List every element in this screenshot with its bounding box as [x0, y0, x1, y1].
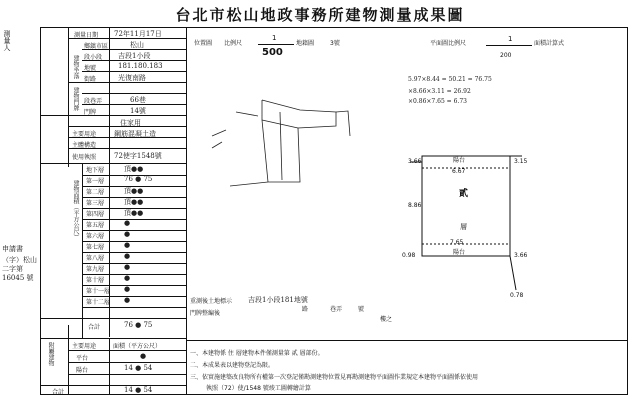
door-note-lane: 巷弄: [330, 306, 343, 313]
floor-plan-scale-label: 平面圖比例尺: [430, 40, 467, 47]
attached-use-2: 陽台: [76, 367, 89, 374]
dim-left-mid: 8.86: [408, 202, 422, 209]
floor-name: 第七層: [86, 244, 105, 251]
door-note-num: 號: [358, 306, 365, 313]
resurvey-label: 重測後土地標示: [190, 298, 233, 305]
note-1: 一、本建物係 住 層建物本件僅測量第 貳 層部份。: [190, 350, 324, 357]
floor-name: 第十一層: [86, 288, 111, 295]
dim-top: 6.67: [452, 168, 466, 175]
note-4: 執照（72）使/1548 號竣工圖轉繪計算: [206, 385, 311, 392]
application-label: 申請書: [2, 245, 23, 253]
license-label: 使用執照: [72, 154, 97, 161]
floor-area: 76 ● 75: [124, 175, 153, 183]
main-use-label: 主要用途: [72, 131, 97, 138]
location-map-sketch: [212, 100, 350, 186]
total-label: 合計: [88, 324, 101, 331]
floor-area: ●: [124, 263, 131, 271]
floor-name: 第十層: [86, 277, 105, 284]
land-number-value: 181.180.183: [118, 62, 163, 70]
dim-bottom: 7.65: [450, 239, 464, 246]
note-3: 三、依實施建築改良物所有權第一次登記僅勘測建物位置見再勘測建物平面圖作業規定本建物平面圖係依使用: [190, 374, 479, 381]
resurvey-value: 吉段1小段181地號: [248, 296, 308, 304]
floor-area: ●: [124, 274, 131, 282]
dim-left-bottom: 0.98: [402, 252, 416, 259]
scale-label: 比例尺: [224, 40, 243, 47]
floor-area: 頂●●: [124, 209, 144, 217]
calc-line-3: ×0.86×7.65 = 6.73: [408, 98, 467, 105]
note-2: 二、本成果表以建物登記為限。: [190, 362, 275, 369]
floor-word: 層: [460, 223, 467, 231]
floor-name: 第五層: [86, 222, 105, 229]
road-value: 光復南路: [118, 74, 146, 82]
area-label: 建物面積（平方公尺）: [72, 180, 79, 240]
attached-use-label: 主要用途: [72, 343, 97, 350]
license-value: 72使字1548號: [114, 152, 162, 160]
dim-right-bottom: 3.66: [514, 252, 528, 259]
surveyor-label: 測量人: [3, 30, 11, 51]
number-label: 門牌: [84, 109, 97, 116]
attached-area-2: 14 ● 54: [124, 364, 153, 372]
land-label: 地號: [84, 65, 97, 72]
district-label: 鄉鎮市區: [84, 43, 109, 50]
area-calc-label: 面積計算式: [534, 40, 565, 47]
attached-label: 附屬建物: [47, 342, 54, 366]
structure-value: 鋼筋混凝土造: [114, 130, 156, 138]
door-note-label: 門牌整編後: [190, 310, 221, 317]
floor-scale-denominator: 200: [500, 52, 512, 59]
floor-name: 第八層: [86, 255, 105, 262]
floor-name: 第六層: [86, 233, 105, 240]
section-label: 段小段: [84, 54, 103, 61]
floor-name: 地下層: [86, 167, 105, 174]
floor-area: ●: [124, 252, 131, 260]
attached-total-value: 14 ● 54: [124, 386, 153, 394]
location-map-label: 位置圖: [194, 40, 213, 47]
floor-area: ●: [124, 296, 131, 304]
number-value: 14號: [130, 107, 146, 115]
floor-area: ●: [124, 241, 131, 249]
floor-scale-numerator: 1: [508, 35, 513, 43]
floor-name: 第九層: [86, 266, 105, 273]
survey-date-label: 測量日期: [74, 32, 99, 39]
balcony-bottom-label: 陽台: [453, 249, 466, 256]
floor-area: ●: [124, 230, 131, 238]
floor-area: ●: [124, 285, 131, 293]
floor-char: 貳: [459, 189, 469, 199]
dim-right-top: 3.15: [514, 158, 528, 165]
attached-area-label: 面積（平方公尺）: [113, 343, 162, 350]
attached-use-1: 平台: [76, 355, 89, 362]
document-title: 台北市松山地政事務所建物測量成果圖: [175, 6, 465, 24]
floor-name: 第四層: [86, 211, 105, 218]
application-stamp: （字）松山二字第 16045 號: [2, 256, 37, 282]
floor-name: 第一層: [86, 178, 105, 185]
floor-area: 頂●●: [124, 187, 144, 195]
floor-area: 頂●●: [124, 198, 144, 206]
road-label: 街路: [84, 76, 97, 83]
section-value: 吉段1小段: [118, 52, 151, 60]
door-label: 建物門牌: [72, 87, 79, 111]
total-value: 76 ● 75: [124, 321, 153, 329]
floor-name: 第十二層: [86, 299, 111, 306]
floor-area: 頂●●: [124, 165, 144, 173]
district-value: 松山: [130, 41, 144, 49]
calc-line-2: ×8.66×3.11 = 26.92: [408, 88, 471, 95]
balcony-top-label: 陽台: [453, 157, 466, 164]
attached-area-1: ●: [140, 352, 147, 360]
cadastral-value: 3號: [330, 40, 340, 47]
structure-label: 主體構造: [72, 142, 97, 149]
door-note-road: 路: [302, 306, 309, 313]
scale-numerator: 1: [272, 34, 277, 42]
floor-area: ●: [124, 219, 131, 227]
floor-name: 第二層: [86, 189, 105, 196]
dim-left-top: 3.66: [408, 158, 422, 165]
scale-denominator: 500: [262, 47, 283, 58]
floor-name: 第三層: [86, 200, 105, 207]
cadastral-label: 地籍圖: [296, 40, 315, 47]
calc-line-1: 5.97×8.44 = 50.21 = 76.75: [408, 76, 492, 83]
door-note-floor: 樓之: [380, 316, 393, 323]
attached-total-label: 合計: [52, 389, 65, 396]
lane-value: 66巷: [130, 96, 146, 104]
location-label: 建物坐落: [72, 55, 79, 79]
main-use-value: 住家用: [120, 119, 141, 127]
survey-date-value: 72年11月17日: [114, 30, 162, 38]
dim-extra: 0.78: [510, 292, 524, 299]
lane-label: 段巷弄: [84, 98, 103, 105]
